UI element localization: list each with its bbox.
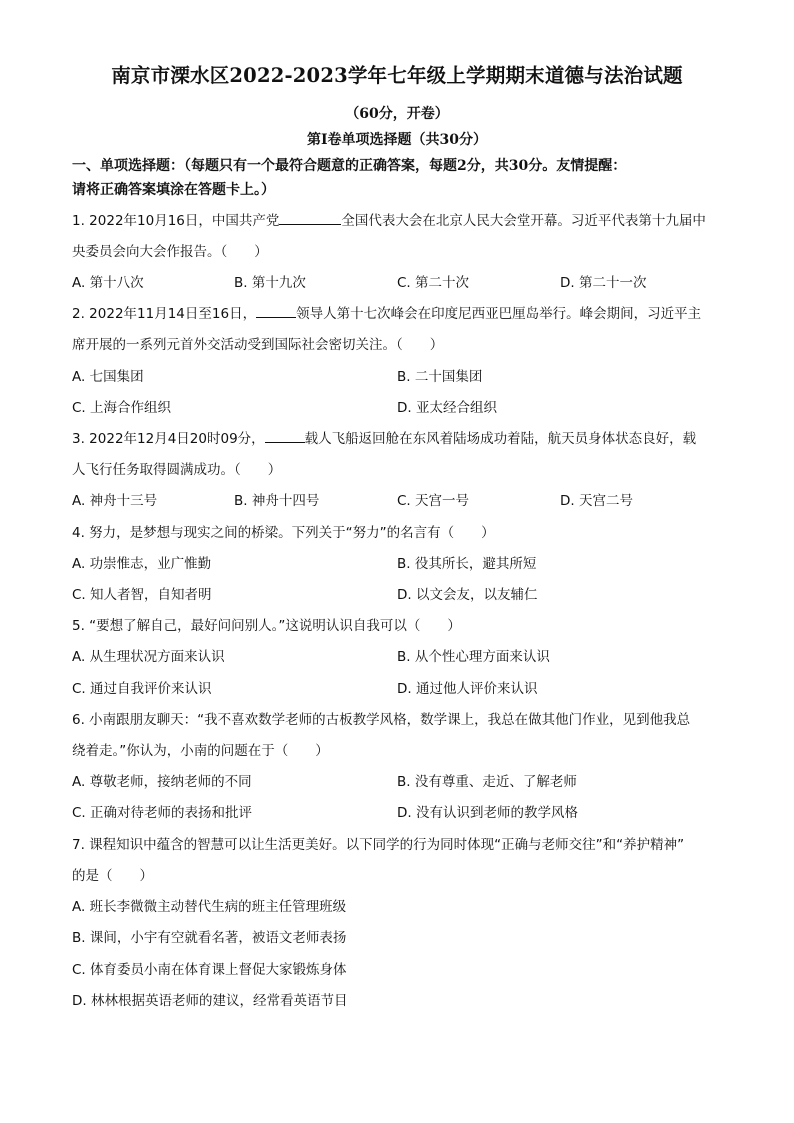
question-4-option-c: C. 知人者智，自知者明: [72, 587, 212, 603]
question-5-option-c: C. 通过自我评价来认识: [72, 681, 212, 697]
question-3-line-1: 3. 2022年12月4日20时09分， 载人飞船返回舱在东风着陆场成功着陆，航天员身体状态良好，载: [72, 427, 696, 447]
answer-blank: [279, 210, 341, 225]
question-3-option-d: D. 天宫二号: [560, 493, 633, 509]
question-1-option-c: C. 第二十次: [397, 275, 470, 291]
instructions-line-2: 请将正确答案填涂在答题卡上。）: [72, 182, 275, 198]
question-6-line-1: 6. 小南跟朋友聊天：“我不喜欢数学老师的古板教学风格，数学课上，我总在做其他门作业，见到他我总: [72, 712, 691, 728]
question-1-option-d: D. 第二十一次: [560, 275, 647, 291]
question-7-option-a: A. 班长李微微主动替代生病的班主任管理班级: [72, 899, 347, 915]
question-2-line-1: 2. 2022年11月14日至16日， 领导人第十七次峰会在印度尼西亚巴厘岛举行。峰会期间，习近平主: [72, 302, 701, 322]
question-4-option-a: A. 功崇惟志，业广惟勤: [72, 556, 212, 572]
question-5-option-b: B. 从个性心理方面来认识: [397, 649, 550, 665]
question-4-option-d: D. 以文会友，以友辅仁: [397, 587, 538, 603]
question-1-line-2: 央委员会向大会作报告。（ ）: [72, 244, 268, 260]
section-instructions: [72, 154, 742, 202]
question-1-option-a: A. 第十八次: [72, 275, 144, 291]
question-2-option-b: B. 二十国集团: [397, 369, 483, 385]
question-7-line-1: 7. 课程知识中蕴含的智慧可以让生活更美好。以下同学的行为同时体现“正确与老师交往”和“养护精神”: [72, 837, 685, 853]
part-title: 第Ⅰ卷单项选择题（共30分）: [306, 132, 488, 148]
question-5-option-d: D. 通过他人评价来认识: [397, 681, 538, 697]
instructions-line-1: 一、单项选择题：（每题只有一个最符合题意的正确答案，每题2分，共30分。友情提醒：: [72, 158, 627, 174]
question-2-option-c: C. 上海合作组织: [72, 400, 172, 416]
question-5-line-1: 5. “要想了解自己，最好问问别人。”这说明认识自我可以（ ）: [72, 618, 461, 634]
question-6-option-c: C. 正确对待老师的表扬和批评: [72, 805, 253, 821]
question-4-line-1: 4. 努力，是梦想与现实之间的桥梁。下列关于“努力”的名言有（ ）: [72, 525, 495, 541]
answer-blank: [256, 303, 296, 318]
question-6-option-d: D. 没有认识到老师的教学风格: [397, 805, 578, 821]
question-4-option-b: B. 役其所长，避其所短: [397, 556, 537, 572]
question-3-line-2: 人飞行任务取得圆满成功。（ ）: [72, 462, 282, 478]
question-7-option-b: B. 课间，小宇有空就看名著，被语文老师表扬: [72, 930, 347, 946]
question-6-option-a: A. 尊敬老师，接纳老师的不同: [72, 774, 252, 790]
question-1-option-b: B. 第十九次: [234, 275, 306, 291]
question-5-option-a: A. 从生理状况方面来认识: [72, 649, 225, 665]
question-3-option-c: C. 天宫一号: [397, 493, 470, 509]
question-1-line-1: 1. 2022年10月16日，中国共产党 全国代表大会在北京人民大会堂开幕。习近平代表第十九届中: [72, 209, 706, 229]
question-6-line-2: 绕着走。”你认为，小南的问题在于（ ）: [72, 743, 329, 759]
question-7-line-2: 的是（ ）: [72, 868, 153, 884]
question-2-option-a: A. 七国集团: [72, 369, 144, 385]
question-7-option-d: D. 林林根据英语老师的建议，经常看英语节目: [72, 993, 348, 1009]
exam-subtitle: （60分，开卷）: [345, 106, 449, 122]
question-2-line-2: 席开展的一系列元首外交活动受到国际社会密切关注。（ ）: [72, 337, 444, 353]
question-7-option-c: C. 体育委员小南在体育课上督促大家锻炼身体: [72, 962, 347, 978]
exam-title: 南京市溧水区2022-2023学年七年级上学期期末道德与法治试题: [111, 64, 683, 87]
question-3-option-a: A. 神舟十三号: [72, 493, 158, 509]
question-3-option-b: B. 神舟十四号: [234, 493, 320, 509]
answer-blank: [265, 428, 305, 443]
question-6-option-b: B. 没有尊重、走近、了解老师: [397, 774, 577, 790]
question-2-option-d: D. 亚太经合组织: [397, 400, 497, 416]
